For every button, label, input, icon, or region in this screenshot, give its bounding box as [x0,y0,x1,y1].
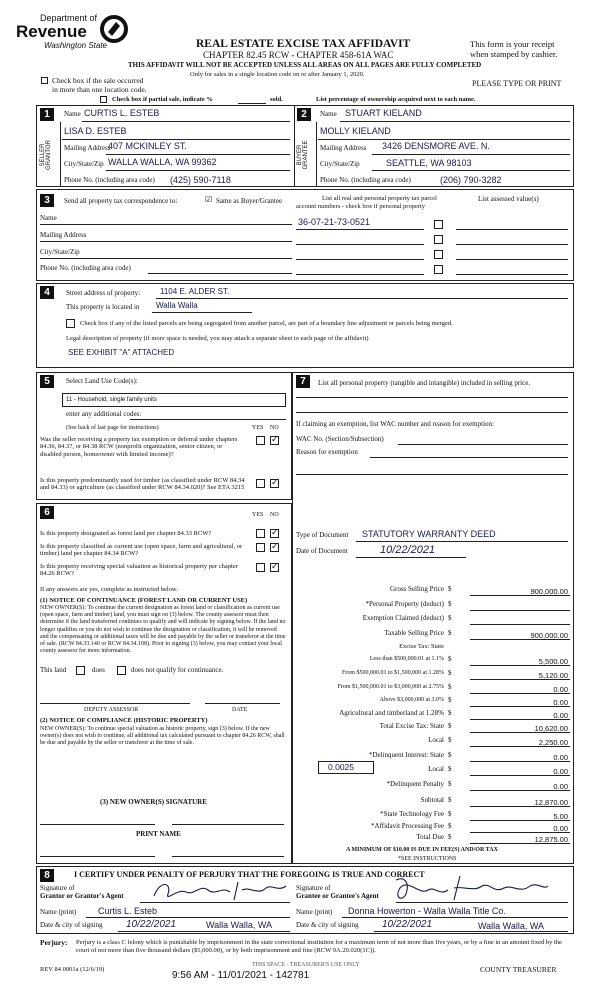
seller-city-label: City/State/Zip [64,160,104,168]
doc-type-label: Type of Document [296,531,349,539]
buyer-name-2[interactable]: MOLLY KIELAND [320,126,391,136]
buyer-city[interactable]: SEATTLE, WA 98103 [386,158,472,168]
buyer-city-label: City/State/Zip [320,160,360,168]
calc-row-dollar: $ [448,722,452,730]
grantor-city[interactable]: Walla Walla, WA [206,920,273,930]
form-chapter: CHAPTER 82.45 RCW - CHAPTER 458-61A WAC [203,50,394,60]
calc-row-dollar: $ [448,669,452,677]
calc-row-dollar: $ [448,600,452,608]
calc-row-value[interactable]: 900,000.00 [530,587,568,596]
same-as-buyer-label: Same as Buyer/Grantee [216,197,283,205]
seller-mail-address[interactable]: 407 MCKINLEY ST. [108,141,187,151]
grantee-sig-label-1: Signature of [296,884,331,892]
partial-sale-checkbox[interactable] [100,96,107,103]
see-instructions: *SEE INSTRUCTIONS [398,856,457,862]
does-not-qualify-checkbox[interactable] [117,666,126,675]
section-8-number: 8 [40,869,54,882]
grantor-date[interactable]: 10/22/2021 [126,919,177,930]
if-yes-note: If any answers are yes, complete as instructed below. [40,586,178,593]
segregation-checkbox[interactable] [66,319,75,328]
calc-row-label: Gross Selling Price [389,585,444,593]
certify-statement: I CERTIFY UNDER PENALTY OF PERJURY THAT THE FOREGOING IS TRUE AND CORRECT [74,870,425,879]
located-in[interactable]: Walla Walla [156,301,198,310]
historic-notice-title: (2) NOTICE OF COMPLIANCE (HISTORIC PROPERTY) [40,717,208,724]
wac-no-label: WAC No. (Section/Subsection) [296,435,384,443]
calc-row-dollar: $ [448,614,452,622]
taxpayer-name-label: Name [40,214,57,222]
back-note: (See back of last page for instructions) [66,425,159,431]
perjury-text: Perjury is a class C felony which is punishable by imprisonment in the state correctional institution for a maximum term of not more than five years, or by a fine in an amount fixed by the court of not more than five thousand dollars ($5,000.00), or by both imprisonment and fine (RCW 9A.20.020(1C)). [76,939,562,955]
buyer-side-label [297,125,309,185]
calc-row-label: Less than $500,000.01 at 1.1% [369,656,444,662]
sold-label: sold. [270,96,283,103]
form-title: REAL ESTATE EXCISE TAX AFFIDAVIT [196,38,411,50]
calc-row-value[interactable]: 0.00 [553,698,568,707]
forest-yes-checkbox[interactable] [256,529,265,538]
calc-row-label: *Personal Property (deduct) [365,600,444,608]
calc-row-label: From $500,000.01 to $1,500,000 at 1.28% [342,670,444,676]
calc-row-value[interactable]: 0.00 [553,824,568,833]
parcel-4-personal-checkbox[interactable] [434,265,443,274]
assessed-value-header: List assessed value(s) [478,195,539,203]
sec6-yes-header: YES [252,512,264,518]
seller-name-2[interactable]: LISA D. ESTEB [64,126,127,136]
calc-row-value[interactable]: 0.00 [553,685,568,694]
not-qualify-label: does not qualify for continuance. [131,666,224,674]
additional-codes-label: enter any additional codes: [66,410,142,418]
calc-row-value[interactable]: 12,875.00 [534,835,568,844]
form-revision: REV 84 0001a (12/6/19) [40,966,105,973]
seller-side-label-1: SELLER [40,143,46,167]
same-as-buyer-checkbox[interactable]: ☑ [205,195,213,204]
does-label: does [92,666,105,674]
grantor-name-print[interactable]: Curtis L. Esteb [98,906,158,916]
exemption-no-checkbox[interactable]: ✓ [271,435,279,445]
calc-row-label: *Delinquent Interest: State [368,751,444,759]
doc-type[interactable]: STATUTORY WARRANTY DEED [362,529,496,539]
calc-row-dollar: $ [448,709,452,717]
buyer-phone[interactable]: (206) 790-3282 [440,175,502,185]
parcel-number[interactable]: 36-07-21-73-0521 [298,217,371,227]
account-header-1: List all real and personal property tax parcel [322,195,437,202]
forest-question: Is this property designated as forest land per chapter 84.33 RCW? [40,530,212,537]
treasurer-space-label: THIS SPACE - TREASURER'S USE ONLY [252,962,360,968]
account-header-2: account numbers - check box if personal property [296,203,426,210]
calc-row-value[interactable]: 0.00 [553,767,568,776]
receipt-note-2: when stamped by cashier. [470,49,558,59]
taxpayer-city-label: City/State/Zip [40,248,80,256]
new-owner-signature-line-2[interactable] [172,824,284,825]
exemption-question: Was the seller receiving a property tax exemption or deferral under chapters 84.36, 84.37, or 84.38 RCW (nonprofit organization, senior citizen, or disabled person, homeowner with limited income)? [40,436,238,458]
buyer-mail-label: Mailing Address [320,144,367,152]
dept-line2: Revenue [16,22,87,41]
dept-line1: Department of [40,13,98,23]
section-7-number: 7 [296,375,310,388]
current-use-yes-checkbox[interactable] [256,543,265,552]
calc-row-dollar: $ [448,810,452,818]
timber-no-checkbox[interactable]: ✓ [271,478,279,488]
buyer-phone-label: Phone No. (including area code) [320,176,411,184]
new-owner-signature-line-1[interactable] [40,824,155,825]
assessor-date-label: DATE [232,707,248,713]
calc-row-dollar: $ [448,683,452,691]
perjury-label: Perjury: [40,938,68,947]
buyer-name-1[interactable]: STUART KIELAND [345,108,422,118]
minimum-note: A MINIMUM OF $10.00 IS DUE IN FEE(S) AND/OR TAX [346,847,498,853]
receipt-stamp: 9:56 AM - 11/01/2021 - 142781 [172,970,310,981]
grantee-name-print-label: Name (print) [296,908,333,916]
calc-row-label: Excise Tax: State [399,643,444,650]
personal-property-label: List all personal property (tangible and intangible) included in selling price. [318,379,531,387]
calc-row-label: Total Due [416,833,444,841]
partial-sale-label: Check box if partial sale, indicate % [112,96,213,103]
timber-yes-checkbox[interactable] [256,479,265,488]
grantor-signature[interactable] [150,878,290,904]
grantee-date[interactable]: 10/22/2021 [382,919,433,930]
calc-row-dollar: $ [448,696,452,704]
buyer-mail-address[interactable]: 3426 DENSMORE AVE. N. [382,141,490,151]
taxpayer-phone-label: Phone No. (including area code) [40,264,131,272]
section-6-number: 6 [40,506,54,519]
calc-row-value[interactable]: 0.00 [553,782,568,791]
print-name-label: PRINT NAME [136,830,181,838]
current-use-question: Is this property classified as current use (open space, farm and agricultural, or timber) land per chapter 84.34 RCW? [40,543,243,558]
section-5-number: 5 [40,375,54,388]
historic-question: Is this property receiving special valuation as historical property per chapter 84.26 RCW? [40,563,238,578]
calc-row-dollar: $ [448,736,452,744]
calc-row-value[interactable]: 10,620.00 [534,724,568,733]
sales-note: Only for sales in a single location code on or after January 1, 2020. [190,71,365,78]
calc-row-dollar: $ [448,585,452,593]
continuance-title: (1) NOTICE OF CONTINUANCE (FOREST LAND OR CURRENT USE) [40,597,248,604]
dor-logo-icon [100,14,128,44]
grantor-sig-label-2: Grantor or Grantor's Agent [40,892,124,900]
parcel-3-personal-checkbox[interactable] [434,250,443,259]
multi-location-label-1: Check box if the sale occurred [52,76,144,85]
calc-row-label: Local [428,765,444,773]
historic-notice-text: NEW OWNER(S): To continue special valuation as historic property, sign (3) below. If the new owner(s) does not wish to continue, all additional tax calculated pursuant to chapter 84.26 RCW, shall be due and payable by the seller or transferor at the time of sale. [40,726,285,747]
calc-row-dollar: $ [448,822,452,830]
calc-row-label: *Delinquent Penalty [386,780,444,788]
calc-row-value[interactable]: 900,000.00 [530,631,568,640]
continuance-text: NEW OWNER(S): To continue the current designation as forest land or classification as current use (open space, farm and timber) land, you must sign on (3) below. The county assessor must then determine if the land transferred continues to qualify and will indicate by signing below. If the land no longer qualifies or you do not wish to continue the designation or classification, it will be removed and the compensating or additional taxes will be due and payable by the seller or transferor at the time of sale. (RCW 84.33.140 or RCW 84.34.108). Prior to signing (3) below, you may contact your local county assessor for more information. [40,605,286,655]
sec6-no-header: NO [270,512,279,518]
calc-row-dollar: $ [448,780,452,788]
pct-ownership-label: List percentage of ownership acquired next to each name. [316,96,476,103]
dept-line3: Washington State [44,41,108,50]
buyer-side-label-1: BUYER [297,144,303,166]
calc-row-label: Agricultural and timberland at 1.28% [339,709,444,717]
section-1-number: 1 [40,108,54,121]
street-address-label: Street address of property: [66,289,141,297]
section-3-number: 3 [40,194,54,207]
form-warning: THIS AFFIDAVIT WILL NOT BE ACCEPTED UNLESS ALL AREAS ON ALL PAGES ARE FULLY COMPLETED [128,61,482,69]
seller-phone-label: Phone No. (including area code) [64,176,155,184]
timber-question: Is this property predominantly used for timber (as classified under RCW 84.34 and 84.33) or agriculture (as classified under RCW 84.34.020)? See ETA 3215 [40,477,245,492]
deputy-assessor-label: DEPUTY ASSESSOR [84,707,139,713]
seller-side-label-2: GRANTOR [46,140,52,170]
multi-location-checkbox[interactable] [41,77,48,84]
seller-mail-label: Mailing Address [64,144,111,152]
grantee-city[interactable]: Walla Walla, WA [478,921,545,931]
calc-row-dollar: $ [448,655,452,663]
grantor-sig-label-1: Signature of [40,884,75,892]
calc-row-label: Taxable Selling Price [384,629,444,637]
taxpayer-mail-label: Mailing Address [40,231,87,239]
sec5-no-header: NO [270,425,279,431]
calc-row-label: Total Excise Tax: State [379,722,444,730]
send-correspondence-label: Send all property tax correspondence to: [64,197,178,205]
calc-row-value[interactable]: 5.00 [553,812,568,821]
calc-row-label: Exemption Claimed (deduct) [362,614,444,622]
calc-row-value[interactable]: 0.00 [553,753,568,762]
county-treasurer-label: COUNTY TREASURER [480,965,557,974]
grantee-date-city-label: Date & city of signing [296,921,359,929]
land-use-label: Select Land Use Code(s): [66,377,138,385]
calc-row-value[interactable]: 5,120.00 [538,671,568,680]
calc-row-dollar: $ [448,833,452,841]
exemption-reason-label: Reason for exemption [296,448,358,456]
seller-name-label: Name [64,110,81,118]
current-use-no-checkbox[interactable]: ✓ [271,542,279,552]
seller-city[interactable]: WALLA WALLA, WA 99362 [108,157,217,167]
parcel-2-personal-checkbox[interactable] [434,235,443,244]
calc-row-dollar: $ [448,796,452,804]
calc-row-value[interactable]: 5,500.00 [538,657,568,666]
parcel-1-personal-checkbox[interactable] [434,220,443,229]
new-owner-signature-label: (3) NEW OWNER(S) SIGNATURE [100,798,207,806]
calc-row-label: From $1,500,000.01 to $3,000,000 at 2.75% [337,684,444,690]
calc-row-dollar: $ [448,751,452,759]
calc-row-label: Above $3,000,000 at 3.0% [379,697,444,703]
calc-row-label: Local [428,736,444,744]
wac-claim-label: If claiming an exemption, list WAC number and reason for exemption: [296,420,494,428]
seller-side-label [40,125,52,185]
local-rate[interactable]: 0.0025 [328,762,354,772]
does-qualify-checkbox[interactable] [76,666,85,675]
calc-row-label: Subtotal [420,796,444,804]
legal-description[interactable]: SEE EXHIBIT "A" ATTACHED [68,348,175,357]
this-land-label: This land [40,666,67,674]
buyer-name-label: Name [320,110,337,118]
seller-name-1[interactable]: CURTIS L. ESTEB [84,108,160,118]
calc-row-label: *Affidavit Processing Fee [371,822,444,830]
print-note: PLEASE TYPE OR PRINT [472,79,562,88]
doc-date[interactable]: 10/22/2021 [380,544,436,556]
legal-description-label: Legal description of property (if more space is needed, you may attach a separate sheet to each page of the affidavit) [66,335,369,342]
exemption-yes-checkbox[interactable] [256,436,265,445]
section-4-number: 4 [40,286,54,299]
segregation-label: Check box if any of the listed parcels are being segregated from another parcel, are part of a boundary line adjustment or parcels being merged. [80,320,453,327]
street-address[interactable]: 1104 E. ALDER ST. [160,287,230,296]
sec5-yes-header: YES [252,425,264,431]
land-use-value: 11 - Household, single family units [66,397,157,403]
forest-no-checkbox[interactable]: ✓ [271,528,279,538]
multi-location-label-2: in more than one location code. [52,85,147,94]
section-2-number: 2 [297,108,311,121]
calc-row-value[interactable]: 0.00 [553,711,568,720]
grantor-date-city-label: Date & city of signing [40,921,103,929]
grantee-name-print[interactable]: Donna Howerton - Walla Walla Title Co. [348,906,506,916]
historic-yes-checkbox[interactable] [256,563,265,572]
doc-date-label: Date of Document [296,547,348,555]
calc-row-label: *State Technology Fee [380,810,444,818]
seller-phone[interactable]: (425) 590-7118 [170,175,231,185]
receipt-note-1: This form is your receipt [470,39,555,49]
grantee-signature[interactable] [390,874,550,904]
calc-row-value[interactable]: 12,870.00 [534,798,568,807]
calc-row-dollar: $ [448,765,452,773]
historic-no-checkbox[interactable]: ✓ [271,562,279,572]
calc-row-dollar: $ [448,629,452,637]
grantee-sig-label-2: Grantee or Grantee's Agent [296,892,379,900]
calc-row-value[interactable]: 2,250.00 [538,738,568,747]
located-in-label: This property is located in [66,303,140,311]
grantor-name-print-label: Name (print) [40,908,77,916]
buyer-side-label-2: GRANTEE [303,140,309,170]
